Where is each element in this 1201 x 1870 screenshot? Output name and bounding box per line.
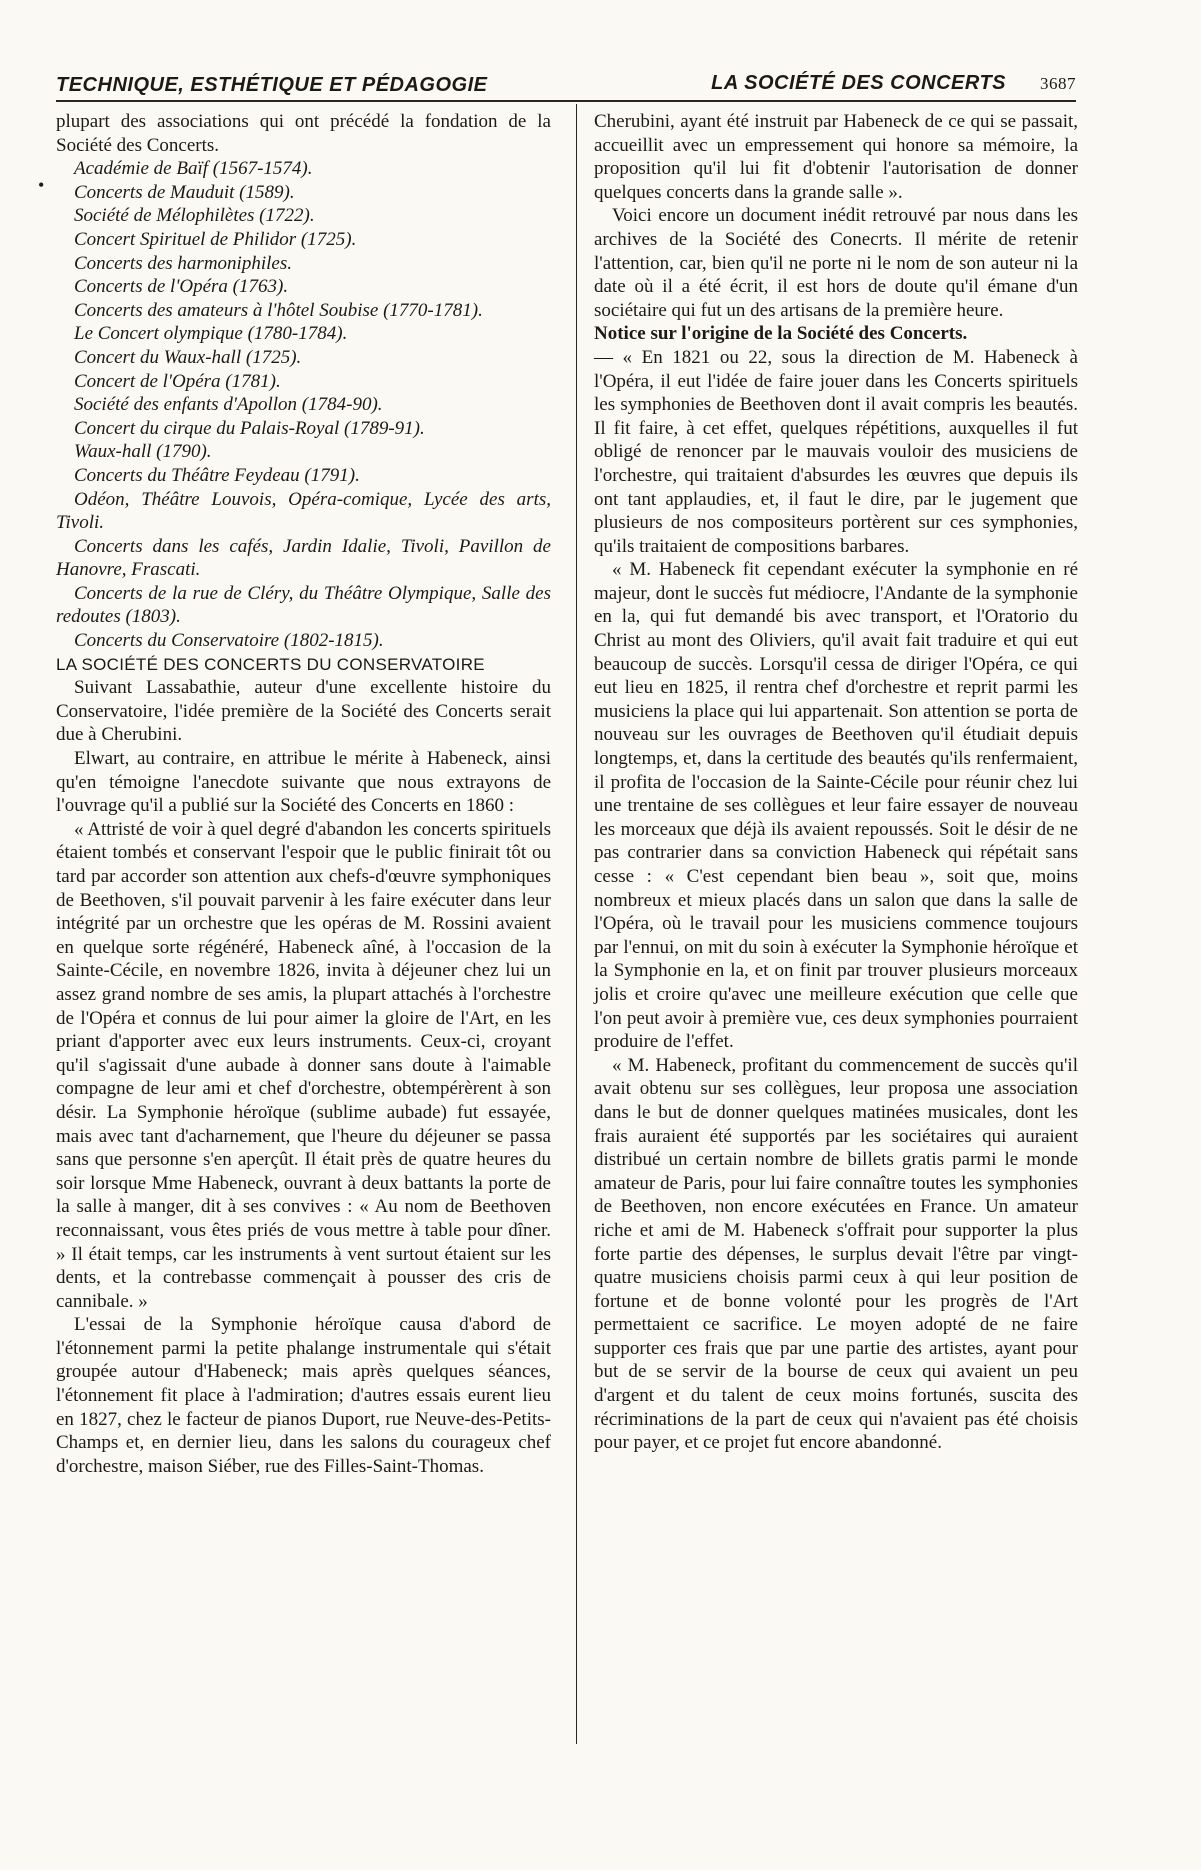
body-paragraph: Voici encore un document inédit retrouvé par nous dans les archives de la Société des Conecrts. Il mérite de retenir l'attention, car, bien qu'il ne porte ni le nom de son auteur ni la date où il a été écrit, il est hors de doute qu'il émane d'un sociétaire qui fut un des artisans de la première heure. [594,205,1078,321]
bullet-mark: • [38,175,45,195]
list-item: Concerts du Théâtre Feydeau (1791). [74,464,360,486]
section-heading: LA SOCIÉTÉ DES CONCERTS DU CONSERVATOIRE [56,654,485,674]
header-left-title: TECHNIQUE, ESTHÉTIQUE ET PÉDAGOGIE [56,74,488,96]
column-divider [576,104,577,1744]
left-column [56,110,551,1478]
intro-paragraph: plupart des associations qui ont précédé la fondation de la Société des Concerts. [56,111,551,156]
list-item: Odéon, Théâtre Louvois, Opéra-comique, Lycée des arts, Tivoli. [56,488,551,534]
body-paragraph: L'essai de la Symphonie héroïque causa d'abord de l'étonnement parmi la petite phalange instrumentale qui s'était groupée autour d'Habeneck; mais après quelques séances, l'étonnement fit place à l'admiration; d'autres essais eurent lieu en 1827, chez le facteur de pianos Duport, rue Neuve-des-Petits-Champs et, en dernier lieu, dans les salons du courageux chef d'orchestre, maison Siéber, rue des Filles-Saint-Thomas. [56,1314,551,1477]
page-number: 3687 [1040,74,1076,93]
body-paragraph: « M. Habeneck fit cependant exécuter la symphonie en ré majeur, dont le succès fut médiocre, l'Andante de la symphonie en la, qui fut demandé bis avec transport, et l'Oratorio du Christ au mont des Oliviers, qu'il avait fait traduire et qui eut beaucoup de succès. Lorsqu'il cessa de diriger l'Opéra, ce qui eut lieu en 1825, il rentra chef d'orchestre et reprit parmi les musiciens la place qui lui appartenait. Son attention se porta de nouveau sur les ouvrages de Beethoven qu'il étudiait depuis longtemps, et, dans la certitude des beautés qu'ils renfermaient, il profita de l'occasion de la Sainte-Cécile pour réunir chez lui une trentaine de ses collègues et leur faire essayer de nouveau les morceaux que déjà ils avaient repoussés. Soit le désir de ne pas contrarier dans sa conviction Habeneck qui répétait sans cesse : « C'est cependant bien beau », soit que, moins nombreux et mieux placés dans un salon que dans la salle de l'Opéra, où le travail pour les musiciens commence toujours par l'ennui, on mit du soin à exécuter la Symphonie héroïque et la Symphonie en la, et on finit par trouver plusieurs morceaux jolis et croire qu'avec une meilleure exécution que celle que l'on peut avoir à première vue, ces deux symphonies pourraient produire de l'effet. [594,559,1078,1053]
header-right-title: LA SOCIÉTÉ DES CONCERTS [711,72,1006,94]
list-item: Académie de Baïf (1567-1574). [74,158,313,180]
list-item: Concerts de l'Opéra (1763). [74,276,289,298]
body-paragraph: Elwart, au contraire, en attribue le mérite à Habeneck, ainsi qu'en témoigne l'anecdote suivante que nous extrayons de l'ouvrage qu'il a publié sur la Société des Concerts en 1860 : [56,748,551,817]
list-item: Concert du cirque du Palais-Royal (1789-91). [74,417,425,439]
list-item: Waux-hall (1790). [74,441,212,463]
list-item: Concerts des harmoniphiles. [74,252,292,274]
list-item: Société des enfants d'Apollon (1784-90). [74,394,383,416]
associations-list [56,157,551,652]
list-item: Concerts du Conservatoire (1802-1815). [74,630,384,652]
list-item: Concerts de Mauduit (1589). [74,181,295,203]
body-paragraph: Cherubini, ayant été instruit par Habeneck de ce qui se passait, accueillit avec un empressement qui honore sa mémoire, la proposition qu'il lui fit d'obtenir l'autorisation de donner quelques concerts dans la grande salle ». [594,111,1078,203]
list-item: Concert Spirituel de Philidor (1725). [74,228,357,250]
body-paragraph: Suivant Lassabathie, auteur d'une excellente histoire du Conservatoire, l'idée première de la Société des Concerts serait due à Cherubini. [56,677,551,746]
list-item: Le Concert olympique (1780-1784). [74,323,348,345]
running-header [56,70,1076,102]
list-item: Concert de l'Opéra (1781). [74,370,281,392]
list-item: Concerts de la rue de Cléry, du Théâtre Olympique, Salle des redoutes (1803). [56,582,551,628]
list-item: Société de Mélophilètes (1722). [74,205,315,227]
list-item: Concerts dans les cafés, Jardin Idalie, Tivoli, Pavillon de Hanovre, Frascati. [56,535,551,581]
right-column [594,110,1078,1455]
list-item: Concerts des amateurs à l'hôtel Soubise (1770-1781). [74,299,483,321]
body-paragraph: — « En 1821 ou 22, sous la direction de M. Habeneck à l'Opéra, il eut l'idée de faire jouer dans les Concerts spirituels les symphonies de Beethoven dont il avait compris les beautés. Il fit faire, à cet effet, quelques répétitions, auxquelles il fut obligé de renoncer par le mauvais vouloir des musiciens de l'orchestre, qui traitaient d'absurdes les œuvres que depuis ils ont tant applaudies, et, il faut le dire, par le jugement que plusieurs de nos compositeurs portèrent sur ces symphonies, qu'ils traitaient de compositions barbares. [594,346,1078,557]
notice-heading [594,322,1078,346]
notice-title: Notice sur l'origine de la Société des Concerts. [594,323,968,345]
body-paragraph: « M. Habeneck, profitant du commencement de succès qu'il avait obtenu sur ses collègues, leur proposa une association dans le but de donner quelques matinées musicales, dont les frais auraient été supportés par les sociétaires qui auraient distribué un certain nombre de billets gratis parmi le monde amateur de Paris, pour lui faire connaître toutes les symphonies de Beethoven, non encore exécutées en France. Un amateur riche et ami de M. Habeneck s'offrait pour supporter la plus forte partie des dépenses, le surplus devait l'être par vingt-quatre musiciens choisis parmi ceux à qui leur position de fortune et de bonne volonté pour les progrès de l'Art permettaient ce sacrifice. Le moyen adopté de ne faire supporter ces frais que par une partie des artistes, ayant pour but de se servir de la bourse de ceux qui avaient un peu d'argent et du talent de ceux moins fortunés, suscita des récriminations de la part de ceux qui n'avaient pas été choisis pour payer, et ce projet fut encore abandonné. [594,1054,1078,1454]
quote-paragraph: « Attristé de voir à quel degré d'abandon les concerts spirituels étaient tombés et conservant l'espoir que le public finirait tôt ou tard par accorder son attention aux chefs-d'œuvre symphoniques de Beethoven, s'il pouvait parvenir à les faire exécuter dans leur intégrité par un orchestre que les opéras de M. Rossini avaient en quelque sorte régénéré, Habeneck aîné, à l'occasion de la Sainte-Cécile, en novembre 1826, invita à déjeuner chez lui un assez grand nombre de ses amis, la plupart attachés à l'orchestre de l'Opéra et connus de lui pour aimer la gloire de l'Art, en les priant d'apporter avec eux leurs instruments. Ceux-ci, croyant qu'il s'agissait d'une aubade à donner sans doute à l'aimable compagne de leur ami et chef d'orchestre, obtempérèrent à son désir. La Symphonie héroïque (sublime aubade) fut essayée, mais avec tant d'acharnement, que l'heure du déjeuner se passa sans que personne s'en aperçût. Il était près de quatre heures du soir lorsque Mme Habeneck, ouvrant à deux battants la porte de la salle à manger, dit à ses convives : « Au nom de Beethoven reconnaissant, vous êtes priés de vous mettre à table pour dîner. » Il était temps, car les instruments à vent surtout étaient sur les dents, et la contrebasse commençait à pousser des cris de cannibale. » [56,818,551,1312]
list-item: Concert du Waux-hall (1725). [74,346,302,368]
